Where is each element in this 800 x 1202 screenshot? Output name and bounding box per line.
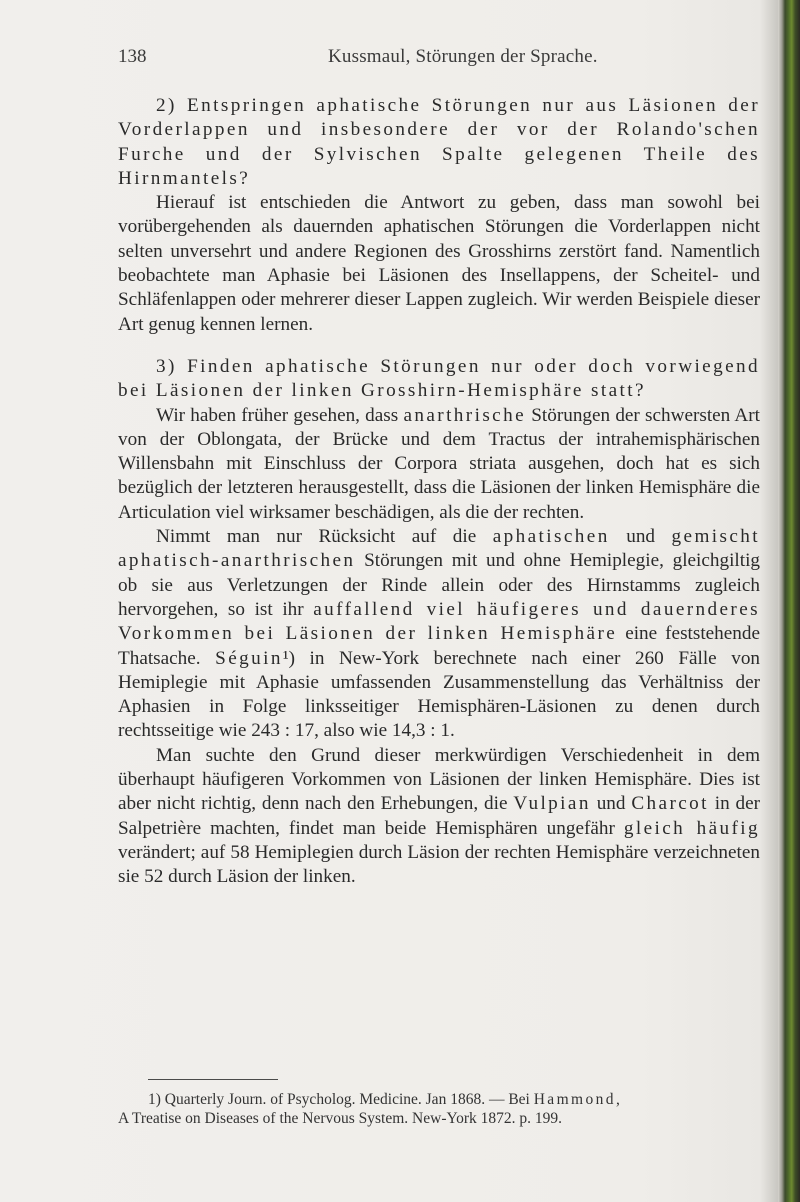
spaced-term: anarthrische <box>403 404 527 426</box>
page-number: 138 <box>118 46 147 67</box>
author-name: Vulpian <box>513 793 591 815</box>
main-text <box>118 94 760 890</box>
question-2: 2) Entspringen aphatische Störungen nur aus Läsionen der Vorderlappen und insbesondere der vor der Rolando'schen Furche und der Sylvischen Spalte gelegenen Theile des Hirnmantels? <box>118 95 760 189</box>
page-header <box>118 46 758 76</box>
author-name: Hammond, <box>533 1091 623 1108</box>
author-name: Charcot <box>631 793 709 815</box>
paragraph-frequency: Man suchte den Grund dieser merkwürdigen Verschiedenheit in dem überhaupt häufigeren Vorkommen von Läsionen der linken Hemisphäre. Dies ist aber nicht richtig, denn nach den Erhebungen, die Vulpian und Charcot in der Salpetrière machten, findet man beide Hemisphären ungefähr gleich häufig verändert; auf 58 Hemiplegien durch Läsion der rechten Hemisphäre verzeichneten sie 52 durch Läsion der linken. <box>118 744 761 888</box>
author-name: Séguin <box>215 647 283 669</box>
footnote-1: 1) Quarterly Journ. of Psycholog. Medicine. Jan 1868. — Bei Hammond, <box>148 1091 623 1108</box>
footnote-1-continued: A Treatise on Diseases of the Nervous System. New-York 1872. p. 199. <box>118 1110 563 1127</box>
running-head: Kussmaul, Störungen der Sprache. <box>328 46 598 67</box>
spaced-term: auffallend viel häufigeres und dauernderes Vorkommen bei Läsionen der linken Hemisphäre <box>118 598 761 645</box>
spaced-term: aphatischen <box>492 526 610 548</box>
book-spine-edge <box>778 0 800 1202</box>
paragraph-anarthric: Wir haben früher gesehen, dass anarthrische Störungen der schwersten Art von der Oblongata, der Brücke und dem Tractus der intrahemisphärischen Willensbahn mit Einschluss der Corpora striata ausgehen, doch hat es sich bezüglich der letzteren herausgestellt, dass die Läsionen der linken Hemisphäre die Articulation viel wirksamer beschädigen, als die der rechten. <box>118 404 761 523</box>
answer-2: Hierauf ist entschieden die Antwort zu geben, dass man sowohl bei vorübergehenden als dauernden aphatischen Störungen die Vorderlappen nicht selten unversehrt und andere Regionen des Grosshirns zerstört fand. Namentlich beobachtete man Aphasie bei Läsionen des Insellappens, der Scheitel- und Schläfenlappen oder mehrerer dieser Lappen zugleich. Wir werden Beispiele dieser Art genug kennen lernen. <box>118 192 760 335</box>
question-3: 3) Finden aphatische Störungen nur oder doch vorwiegend bei Läsionen der linken Grosshirn-Hemisphäre statt? <box>118 355 760 402</box>
spaced-term: gemischt aphatisch-anarthrischen <box>118 526 761 572</box>
paragraph-aphatic: Nimmt man nur Rücksicht auf die aphatischen und gemischt aphatisch-anarthrischen Störungen mit und ohne Hemiplegie, gleichgiltig ob sie aus Verletzungen der Rinde allein oder des Hirnstamms zugleich hervorgehen, so ist ihr auffallend viel häufigeres und dauernderes Vorkommen bei Läsionen der linken Hemisphäre eine feststehende Thatsache. Séguin¹) in New-York berechnete nach einer 260 Fälle von Hemiplegie mit Aphasie umfassenden Zusammenstellung das Verhältniss der Aphasien in Folge linksseitiger Hemisphären-Läsionen zu denen durch rechtsseitige wie 243 : 17, also wie 14,3 : 1. <box>118 526 761 742</box>
footnote-rule <box>148 1079 278 1080</box>
spine-shadow <box>760 0 778 1202</box>
spaced-term: gleich häufig <box>623 817 761 839</box>
footnotes <box>118 1090 760 1128</box>
